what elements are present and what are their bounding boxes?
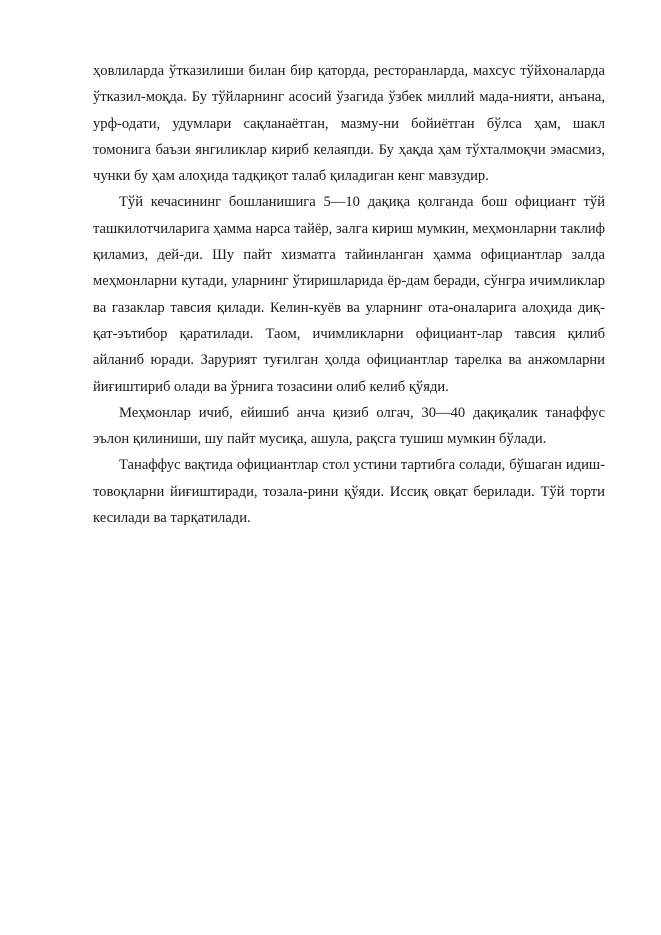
document-page [93, 58, 605, 531]
paragraph-guests-break: Меҳмонлар ичиб, ейишиб анча қизиб олгач, 30—40 дақиқалик танаффус эълон қилиниши, шу пайт мусиқа, ашула, рақсга тушиш мумкин бўлади. [93, 404, 605, 448]
paragraph-continuation: ҳовлиларда ўтказилиши билан бир қаторда, ресторанларда, махсус тўйхоналарда ўтказил-моқда. Бу тўйларнинг асосий ўзагида ўзбек миллий мада-нияти, анъана, урф-одати, удумлари сақланаётган, мазму-ни бойиётган бўлса ҳам, шакл томонига баъзи янгиликлар кириб келаяпди. Бу ҳақда ҳам тўхталмоқчи эмасмиз, чунки бу ҳам алоҳида тадқиқот талаб қиладиган кенг мавзудир. [93, 63, 605, 185]
paragraph-wedding-start: Тўй кечасининг бошланишига 5—10 дақиқа қолганда бош официант тўй ташкилотчиларига ҳамма нарса тайёр, залга кириш мумкин, меҳмонларни таклиф қиламиз, дей-ди. Шу пайт хизматга тайинланган ҳамма официантлар залда меҳмонларни кутади, уларнинг ўтиришларида ёр-дам беради, сўнгра ичимликлар ва газаклар тавсия қилади. Келин-куёв ва уларнинг ота-оналарига алоҳида диқ-қат-эътибор қаратилади. Таом, ичимликларни официант-лар тавсия қилиб айланиб юради. Зарурият туғилган ҳолда официантлар тарелка ва анжомларни йиғиштириб олади ва ўрнига тозасини олиб келиб қўяди. [93, 194, 605, 395]
paragraph-intermission: Танаффус вақтида официантлар стол устини тартибга солади, бўшаган идиш-товоқларни йиғиштиради, тозала-рини қўяди. Иссиқ овқат берилади. Тўй торти кесилади ва тарқатилади. [93, 457, 605, 527]
